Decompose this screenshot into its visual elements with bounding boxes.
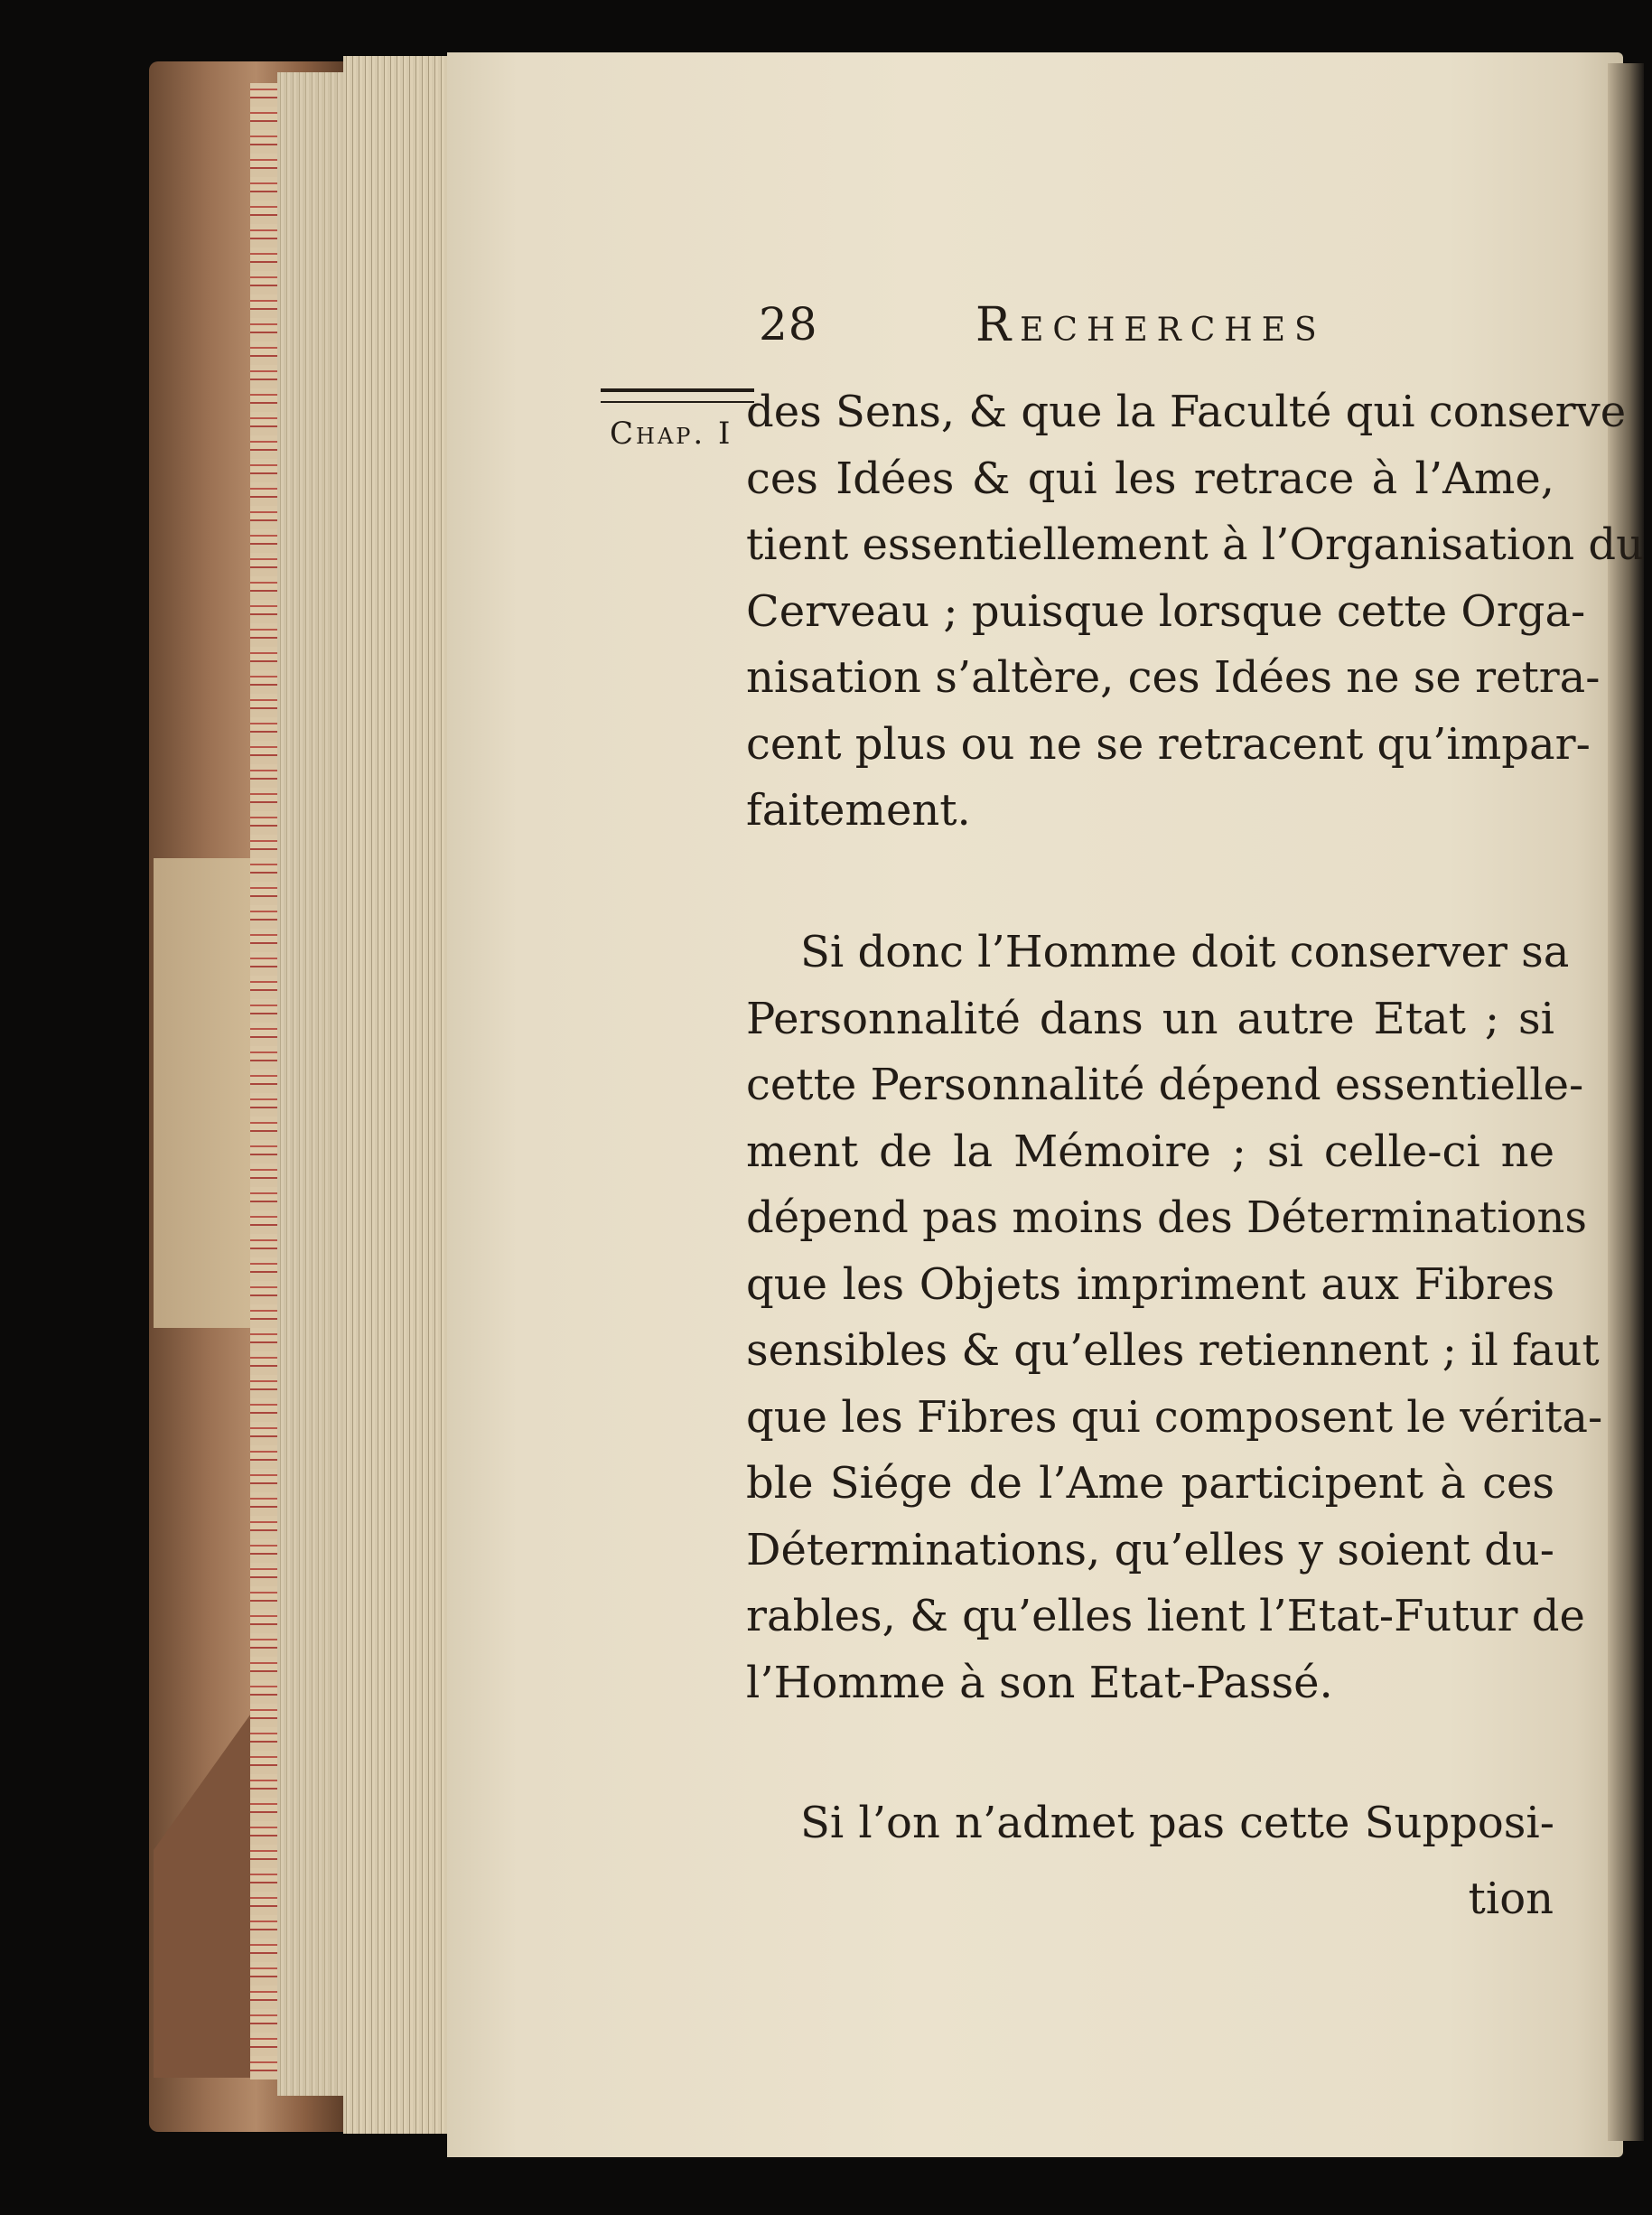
text-line: rables, & qu’elles lient l’Etat-Futur de <box>746 1591 1585 1641</box>
text-line: Si l’on n’admet pas cette Supposi- <box>800 1798 1554 1848</box>
side-rule <box>601 388 754 403</box>
text-line: cent plus ou ne se retracent qu’impar- <box>746 718 1591 770</box>
chapter-sidenote: Chap. I <box>610 416 733 452</box>
text-line: tient essentiellement à l’Organisation du <box>746 519 1645 570</box>
text-line: nisation s’altère, ces Idées ne se retra- <box>746 652 1601 703</box>
paragraph-1 <box>746 379 1645 845</box>
text-line: que les Objets impriment aux Fibres <box>746 1258 1554 1310</box>
text-line: des Sens, & que la Faculté qui conserve <box>746 387 1627 437</box>
text-line: Personnalité dans un autre Etat ; si <box>746 993 1554 1044</box>
page-number: 28 <box>759 298 818 350</box>
paragraph-2 <box>746 920 1603 1716</box>
text-line: faitement. <box>746 785 971 836</box>
paragraph-3 <box>746 1790 1554 1857</box>
text-line: Si donc l’Homme doit conserver sa <box>800 927 1570 977</box>
text-line: Cerveau ; puisque lorsque cette Orga- <box>746 585 1586 637</box>
text-line: Déterminations, qu’elles y soient du- <box>746 1524 1554 1575</box>
text-line: cette Personnalité dépend essentielle- <box>746 1060 1584 1110</box>
running-head <box>759 298 1391 361</box>
running-title: Recherches <box>975 298 1326 352</box>
text-line: sensibles & qu’elles retiennent ; il faut <box>746 1325 1600 1376</box>
catchword: tion <box>1468 1874 1554 1924</box>
text-line: ces Idées & qui les retrace à l’Ame, <box>746 453 1554 504</box>
text-line: ment de la Mémoire ; si celle-ci ne <box>746 1126 1554 1177</box>
text-line: que les Fibres qui composent le vérita- <box>746 1391 1603 1443</box>
text-line: l’Homme à son Etat-Passé. <box>746 1657 1333 1708</box>
text-line: ble Siége de l’Ame participent à ces <box>746 1458 1554 1509</box>
text-line: dépend pas moins des Déterminations <box>746 1192 1588 1243</box>
